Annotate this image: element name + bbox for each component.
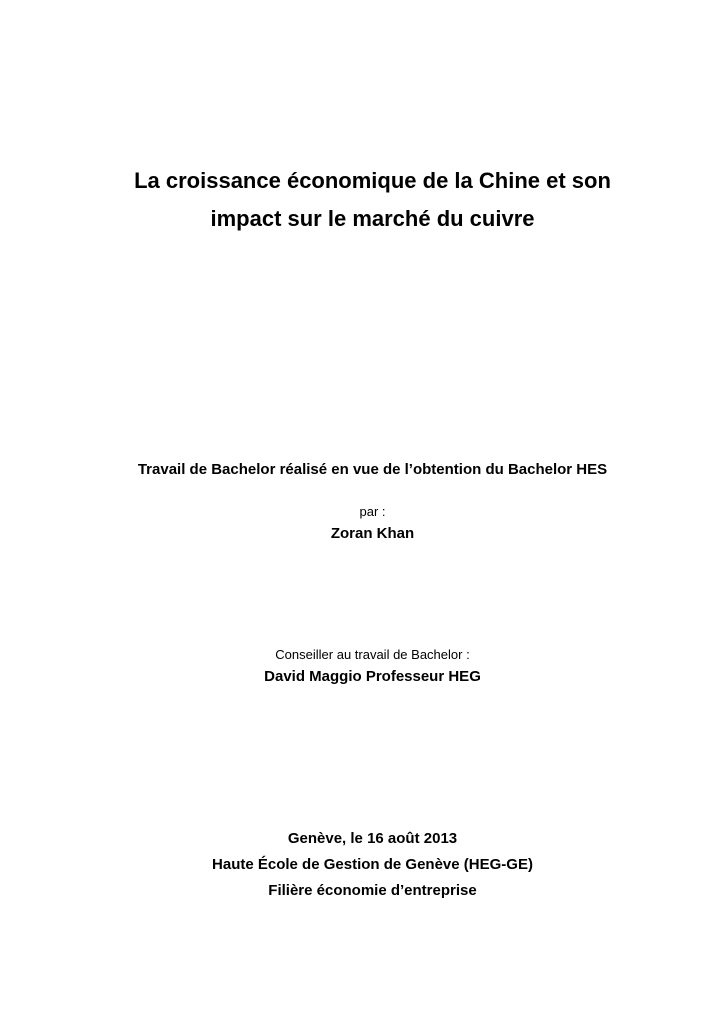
footer-block (20, 826, 725, 904)
page-title (20, 162, 725, 238)
advisor-name: David Maggio Professeur HEG (264, 668, 481, 685)
author-name: Zoran Khan (330, 525, 415, 542)
advisor-label: Conseiller au travail de Bachelor : (275, 647, 470, 662)
thesis-subtitle: Travail de Bachelor réalisé en vue de l’obtention du Bachelor HES (137, 461, 608, 478)
page-title-line2: impact sur le marché du cuivre (210, 206, 535, 231)
footer-institution: Haute École de Gestion de Genève (HEG-GE) (212, 856, 533, 873)
byline-label: par : (359, 504, 386, 519)
footer-program: Filière économie d’entreprise (268, 882, 477, 899)
footer-date-line: Genève, le 16 août 2013 (287, 830, 458, 847)
page-title-line1: La croissance économique de la Chine et son (134, 168, 611, 193)
